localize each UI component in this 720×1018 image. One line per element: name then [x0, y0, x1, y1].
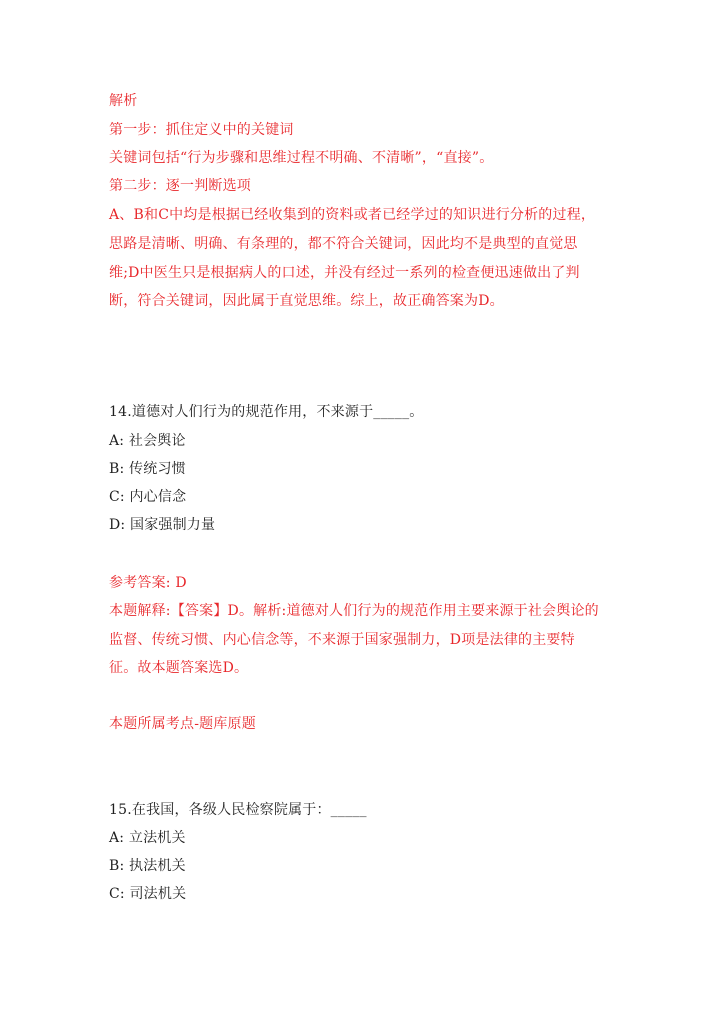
question-14-explanation-line: 征。故本题答案选D。 — [109, 660, 249, 676]
step2-line: 维;D中医生只是根据病人的口述，并没有经过一系列的检查便迅速做出了判 — [109, 265, 580, 281]
step1-body: 关键词包括“行为步骤和思维过程不明确、不清晰”，“直接”。 — [109, 150, 494, 166]
question-15-option-a: A: 立法机关 — [109, 830, 186, 846]
analysis-heading: 解析 — [109, 93, 138, 109]
question-14-explanation-line: 本题解释:【答案】D。解析:道德对人们行为的规范作用主要来源于社会舆论的 — [109, 603, 599, 619]
question-14-stem: 14.道德对人们行为的规范作用，不来源于_____。 — [109, 404, 424, 420]
question-14-answer: 参考答案: D — [109, 575, 187, 591]
question-14-option-d: D: 国家强制力量 — [109, 517, 216, 533]
question-14-option-b: B: 传统习惯 — [109, 461, 186, 477]
step1-title: 第一步：抓住定义中的关键词 — [109, 122, 294, 138]
step2-line: 断，符合关键词，因此属于直觉思维。综上，故正确答案为D。 — [109, 293, 504, 309]
question-14-explanation-line: 监督、传统习惯、内心信念等，不来源于国家强制力，D项是法律的主要特 — [109, 632, 575, 648]
step2-title: 第二步：逐一判断选项 — [109, 178, 251, 194]
question-14-source: 本题所属考点-题库原题 — [109, 716, 256, 732]
question-14-option-a: A: 社会舆论 — [109, 433, 186, 449]
question-15-option-b: B: 执法机关 — [109, 858, 186, 874]
question-15-stem: 15.在我国，各级人民检察院属于：_____ — [109, 802, 367, 818]
step2-line: 思路是清晰、明确、有条理的，都不符合关键词，因此均不是典型的直觉思 — [109, 236, 578, 252]
question-15-option-c: C: 司法机关 — [109, 886, 187, 902]
step2-line: A、B和C中均是根据已经收集到的资料或者已经学过的知识进行分析的过程， — [109, 207, 596, 223]
question-14-option-c: C: 内心信念 — [109, 489, 187, 505]
